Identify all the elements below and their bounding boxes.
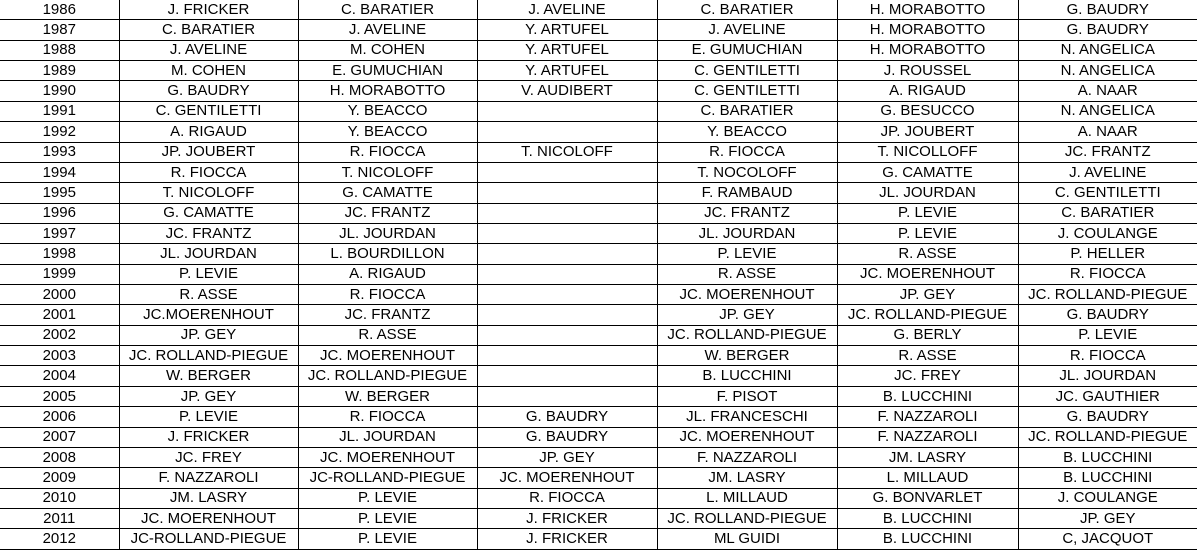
name-cell: JC. FREY <box>837 366 1018 386</box>
table-row <box>0 142 1197 162</box>
name-cell: B. LUCCHINI <box>837 386 1018 406</box>
year-cell: 2003 <box>0 346 119 366</box>
name-cell: JP. GEY <box>119 386 298 406</box>
name-cell: G. BAUDRY <box>1018 20 1197 40</box>
name-cell: H. MORABOTTO <box>837 0 1018 20</box>
name-cell: JP. JOUBERT <box>119 142 298 162</box>
name-cell: F. RAMBAUD <box>657 183 837 203</box>
name-cell: B. LUCCHINI <box>837 529 1018 549</box>
name-cell: F. NAZZAROLI <box>837 407 1018 427</box>
name-cell: J. FRICKER <box>477 508 657 528</box>
year-cell: 1993 <box>0 142 119 162</box>
name-cell: R. FIOCCA <box>477 488 657 508</box>
table-row <box>0 346 1197 366</box>
name-cell: R. ASSE <box>837 244 1018 264</box>
name-cell: G. BAUDRY <box>477 407 657 427</box>
name-cell: T. NICOLOFF <box>298 162 477 182</box>
name-cell: JL. JOURDAN <box>657 223 837 243</box>
name-cell <box>477 264 657 284</box>
name-cell: R. FIOCCA <box>119 162 298 182</box>
name-cell: JP. GEY <box>119 325 298 345</box>
name-cell: G. BESUCCO <box>837 101 1018 121</box>
table-row <box>0 325 1197 345</box>
name-cell: H. MORABOTTO <box>837 40 1018 60</box>
name-cell: JC. FRANTZ <box>1018 142 1197 162</box>
name-cell: T. NICOLOFF <box>119 183 298 203</box>
name-cell: JM. LASRY <box>837 447 1018 467</box>
name-cell: J. AVELINE <box>298 20 477 40</box>
name-cell: JL. FRANCESCHI <box>657 407 837 427</box>
year-cell: 2005 <box>0 386 119 406</box>
name-cell: R. ASSE <box>657 264 837 284</box>
name-cell: P. LEVIE <box>298 508 477 528</box>
name-cell <box>477 223 657 243</box>
name-cell: G. BAUDRY <box>119 81 298 101</box>
name-cell: C, JACQUOT <box>1018 529 1197 549</box>
name-cell: JC. ROLLAND-PIEGUE <box>657 325 837 345</box>
table-row <box>0 427 1197 447</box>
name-cell: JC.MOERENHOUT <box>119 305 298 325</box>
name-cell <box>477 386 657 406</box>
name-cell: C. GENTILETTI <box>657 81 837 101</box>
name-cell: C. BARATIER <box>119 20 298 40</box>
name-cell: JL. JOURDAN <box>119 244 298 264</box>
name-cell <box>477 325 657 345</box>
year-cell: 2000 <box>0 285 119 305</box>
name-cell: M. COHEN <box>119 61 298 81</box>
name-cell: L. MILLAUD <box>657 488 837 508</box>
name-cell: G. CAMATTE <box>298 183 477 203</box>
table-row <box>0 529 1197 549</box>
table-row <box>0 40 1197 60</box>
name-cell: A. NAAR <box>1018 81 1197 101</box>
year-cell: 1997 <box>0 223 119 243</box>
year-cell: 2004 <box>0 366 119 386</box>
name-cell: JC. ROLLAND-PIEGUE <box>1018 285 1197 305</box>
year-cell: 1991 <box>0 101 119 121</box>
name-cell: R. FIOCCA <box>1018 264 1197 284</box>
name-cell: JC. FRANTZ <box>298 305 477 325</box>
name-cell: R. FIOCCA <box>657 142 837 162</box>
name-cell: M. COHEN <box>298 40 477 60</box>
table-row <box>0 101 1197 121</box>
name-cell: JL. JOURDAN <box>837 183 1018 203</box>
name-cell: A. RIGAUD <box>298 264 477 284</box>
name-cell: JC. FRANTZ <box>657 203 837 223</box>
name-cell: JL. JOURDAN <box>298 427 477 447</box>
name-cell <box>477 366 657 386</box>
name-cell: R. FIOCCA <box>298 285 477 305</box>
name-cell: J. FRICKER <box>477 529 657 549</box>
name-cell: JP. JOUBERT <box>837 122 1018 142</box>
table-row <box>0 285 1197 305</box>
year-cell: 2006 <box>0 407 119 427</box>
name-cell: J. AVELINE <box>1018 162 1197 182</box>
table-row <box>0 468 1197 488</box>
name-cell: Y. BEACCO <box>657 122 837 142</box>
name-cell: A. NAAR <box>1018 122 1197 142</box>
name-cell: R. FIOCCA <box>298 142 477 162</box>
table-row <box>0 305 1197 325</box>
name-cell: A. RIGAUD <box>837 81 1018 101</box>
year-cell: 1998 <box>0 244 119 264</box>
year-cell: 2012 <box>0 529 119 549</box>
name-cell: JC-ROLLAND-PIEGUE <box>298 468 477 488</box>
name-cell: T. NOCOLOFF <box>657 162 837 182</box>
name-cell: ML GUIDI <box>657 529 837 549</box>
year-cell: 2008 <box>0 447 119 467</box>
table-row <box>0 223 1197 243</box>
table-row <box>0 81 1197 101</box>
name-cell: P. LEVIE <box>298 529 477 549</box>
name-cell: C. GENTILETTI <box>657 61 837 81</box>
name-cell: G. CAMATTE <box>837 162 1018 182</box>
name-cell: P. LEVIE <box>657 244 837 264</box>
name-cell: F. NAZZAROLI <box>119 468 298 488</box>
name-cell: P. LEVIE <box>119 407 298 427</box>
year-cell: 1990 <box>0 81 119 101</box>
table-row <box>0 61 1197 81</box>
name-cell: E. GUMUCHIAN <box>298 61 477 81</box>
table-row <box>0 264 1197 284</box>
name-cell: J. COULANGE <box>1018 488 1197 508</box>
name-cell: B. LUCCHINI <box>837 508 1018 528</box>
name-cell: J. FRICKER <box>119 427 298 447</box>
name-cell: C. BARATIER <box>657 0 837 20</box>
name-cell: G. CAMATTE <box>119 203 298 223</box>
name-cell: G. BONVARLET <box>837 488 1018 508</box>
year-cell: 2007 <box>0 427 119 447</box>
name-cell: J. COULANGE <box>1018 223 1197 243</box>
name-cell: H. MORABOTTO <box>837 20 1018 40</box>
name-cell: JC. MOERENHOUT <box>837 264 1018 284</box>
year-cell: 2009 <box>0 468 119 488</box>
name-cell: L. MILLAUD <box>837 468 1018 488</box>
year-cell: 1999 <box>0 264 119 284</box>
name-cell <box>477 122 657 142</box>
name-cell <box>477 101 657 121</box>
name-cell: C. BARATIER <box>1018 203 1197 223</box>
year-cell: 2002 <box>0 325 119 345</box>
name-cell: JC. ROLLAND-PIEGUE <box>1018 427 1197 447</box>
name-cell: P. LEVIE <box>837 203 1018 223</box>
year-cell: 1994 <box>0 162 119 182</box>
name-cell: N. ANGELICA <box>1018 61 1197 81</box>
year-cell: 1989 <box>0 61 119 81</box>
name-cell: N. ANGELICA <box>1018 40 1197 60</box>
name-cell: JC. MOERENHOUT <box>477 468 657 488</box>
year-cell: 1987 <box>0 20 119 40</box>
name-cell: JL. JOURDAN <box>1018 366 1197 386</box>
name-cell: T. NICOLLOFF <box>837 142 1018 162</box>
name-cell: J. FRICKER <box>119 0 298 20</box>
name-cell: JC. FRANTZ <box>298 203 477 223</box>
name-cell: C. BARATIER <box>657 101 837 121</box>
name-cell: JP. GEY <box>657 305 837 325</box>
name-cell: JP. GEY <box>1018 508 1197 528</box>
name-cell: F. NAZZAROLI <box>657 447 837 467</box>
table-row <box>0 407 1197 427</box>
name-cell: R. ASSE <box>298 325 477 345</box>
name-cell: G. BAUDRY <box>1018 305 1197 325</box>
name-cell: JC. MOERENHOUT <box>298 447 477 467</box>
name-cell <box>477 305 657 325</box>
name-cell: J. AVELINE <box>477 0 657 20</box>
name-cell: P. LEVIE <box>837 223 1018 243</box>
name-cell: A. RIGAUD <box>119 122 298 142</box>
name-cell: J. AVELINE <box>119 40 298 60</box>
table-row <box>0 508 1197 528</box>
name-cell <box>477 183 657 203</box>
name-cell: JC. FREY <box>119 447 298 467</box>
name-cell: JL. JOURDAN <box>298 223 477 243</box>
name-cell <box>477 162 657 182</box>
name-cell: J. ROUSSEL <box>837 61 1018 81</box>
name-cell: R. ASSE <box>837 346 1018 366</box>
year-cell: 2011 <box>0 508 119 528</box>
year-cell: 1986 <box>0 0 119 20</box>
name-cell: JC. MOERENHOUT <box>298 346 477 366</box>
name-cell: P. HELLER <box>1018 244 1197 264</box>
name-cell: JC. MOERENHOUT <box>657 427 837 447</box>
name-cell: P. LEVIE <box>1018 325 1197 345</box>
name-cell: C. BARATIER <box>298 0 477 20</box>
table-row <box>0 386 1197 406</box>
table-row <box>0 162 1197 182</box>
name-cell: R. FIOCCA <box>298 407 477 427</box>
year-cell: 2001 <box>0 305 119 325</box>
name-cell: JC. ROLLAND-PIEGUE <box>298 366 477 386</box>
name-cell: E. GUMUCHIAN <box>657 40 837 60</box>
name-cell: H. MORABOTTO <box>298 81 477 101</box>
name-cell: Y. ARTUFEL <box>477 20 657 40</box>
table-row <box>0 447 1197 467</box>
name-cell: JM. LASRY <box>119 488 298 508</box>
table-row <box>0 20 1197 40</box>
name-cell: W. BERGER <box>119 366 298 386</box>
name-cell: V. AUDIBERT <box>477 81 657 101</box>
year-cell: 1995 <box>0 183 119 203</box>
name-cell: Y. BEACCO <box>298 101 477 121</box>
name-cell: P. LEVIE <box>298 488 477 508</box>
name-cell <box>477 346 657 366</box>
name-cell <box>477 285 657 305</box>
name-cell: P. LEVIE <box>119 264 298 284</box>
table-row <box>0 203 1197 223</box>
name-cell: W. BERGER <box>298 386 477 406</box>
table-row <box>0 0 1197 20</box>
table-row <box>0 183 1197 203</box>
name-cell <box>477 244 657 264</box>
name-cell: G. BERLY <box>837 325 1018 345</box>
name-cell: JC. ROLLAND-PIEGUE <box>119 346 298 366</box>
name-cell: Y. ARTUFEL <box>477 61 657 81</box>
name-cell: B. LUCCHINI <box>1018 447 1197 467</box>
name-cell: T. NICOLOFF <box>477 142 657 162</box>
name-cell: B. LUCCHINI <box>1018 468 1197 488</box>
name-cell: G. BAUDRY <box>1018 407 1197 427</box>
table-row <box>0 488 1197 508</box>
name-cell: J. AVELINE <box>657 20 837 40</box>
name-cell: R. ASSE <box>119 285 298 305</box>
name-cell: JC. GAUTHIER <box>1018 386 1197 406</box>
name-cell: C. GENTILETTI <box>1018 183 1197 203</box>
name-cell: F. PISOT <box>657 386 837 406</box>
name-cell: C. GENTILETTI <box>119 101 298 121</box>
name-cell: L. BOURDILLON <box>298 244 477 264</box>
name-cell: JC-ROLLAND-PIEGUE <box>119 529 298 549</box>
name-cell <box>477 203 657 223</box>
name-cell: JC. MOERENHOUT <box>657 285 837 305</box>
table-row <box>0 244 1197 264</box>
year-cell: 2010 <box>0 488 119 508</box>
table-row <box>0 122 1197 142</box>
name-cell: G. BAUDRY <box>1018 0 1197 20</box>
name-cell: B. LUCCHINI <box>657 366 837 386</box>
name-cell: Y. BEACCO <box>298 122 477 142</box>
name-cell: F. NAZZAROLI <box>837 427 1018 447</box>
name-cell: N. ANGELICA <box>1018 101 1197 121</box>
name-cell: JC. ROLLAND-PIEGUE <box>657 508 837 528</box>
name-cell: JP. GEY <box>837 285 1018 305</box>
year-cell: 1992 <box>0 122 119 142</box>
year-cell: 1988 <box>0 40 119 60</box>
name-cell: JC. MOERENHOUT <box>119 508 298 528</box>
name-cell: R. FIOCCA <box>1018 346 1197 366</box>
name-cell: JC. FRANTZ <box>119 223 298 243</box>
table-row <box>0 366 1197 386</box>
name-cell: JM. LASRY <box>657 468 837 488</box>
name-cell: G. BAUDRY <box>477 427 657 447</box>
name-cell: W. BERGER <box>657 346 837 366</box>
year-cell: 1996 <box>0 203 119 223</box>
name-cell: JP. GEY <box>477 447 657 467</box>
name-cell: Y. ARTUFEL <box>477 40 657 60</box>
name-cell: JC. ROLLAND-PIEGUE <box>837 305 1018 325</box>
